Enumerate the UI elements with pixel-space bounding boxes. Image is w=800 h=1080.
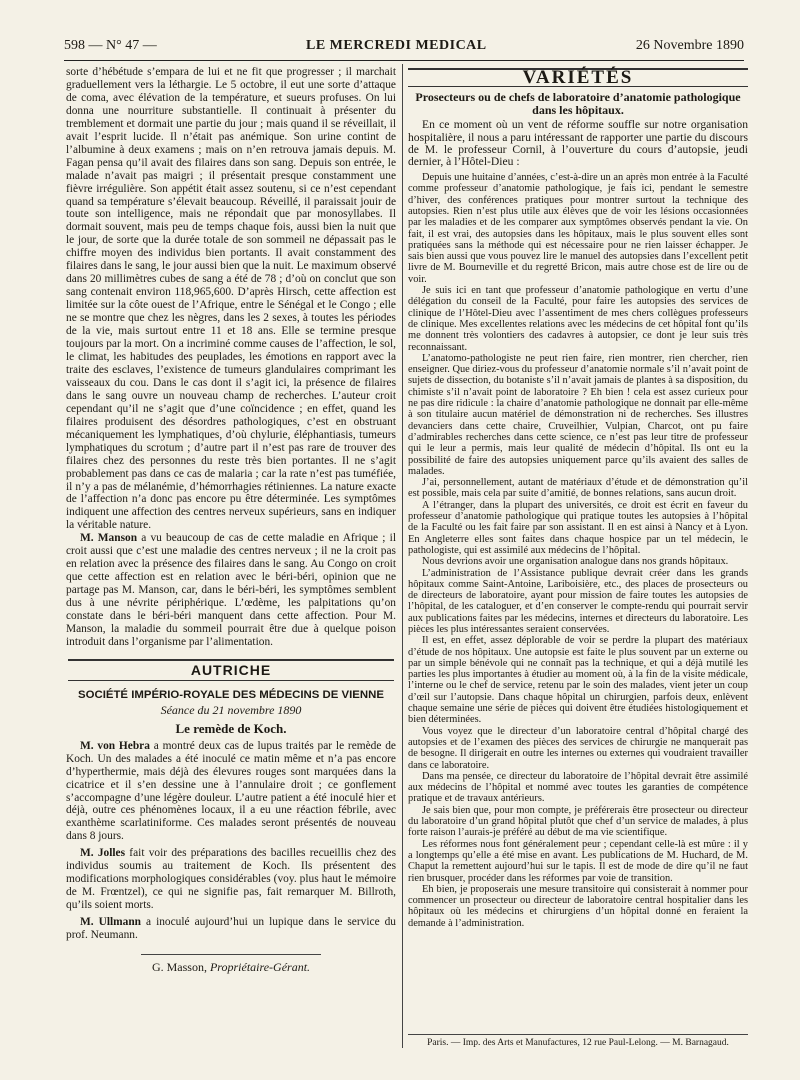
article-paragraph: Il est, en effet, assez déplorable de voir se perdre la plupart des matériaux d’étude de nos hôpitaux. Une autopsie est faite le plus souvent par un externe ou par un simple bénévole qui ne connaît pas la technique, et qui a déjà mutilé les parties les plus importantes à étudier au moment où, à la fin de la visite médicale, l’interne ou le chef de service, retenu par le soin des malades, vient jeter un coup d’œil sur l’autopsie. Dans chaque hôpital un chirurgien, parfois deux, enlèvent chaque semaine une série de pièces qui doivent être étudiées histologiquement et bien déterminées. — [408, 635, 748, 726]
right-column — [408, 66, 748, 1034]
article-paragraph: L’administration de l’Assistance publique devrait créer dans les grands hôpitaux comme Saint-Antoine, Lariboisière, etc., des places de prosecteurs ou de directeurs de laboratoire, ayant pour mission de faire toutes les autopsies de l’hôpital, de les cataloguer, et d’en conserver le compte-rendu qui pourrait servir aux publications faites par les médecins, internes et directeurs du laboratoire. Les pièces les plus intéressantes seraient conservées. — [408, 567, 748, 635]
column-separator — [402, 64, 403, 1048]
article-paragraph: Eh bien, je proposerais une mesure transitoire qui consisterait à nommer pour commencer un prosecteur ou directeur de laboratoire central hospitalier dans les hôpitaux où les médecins et chirurgiens d’un hôpital donné en feraient la demande à l’administration. — [408, 883, 748, 929]
society-title: SOCIÉTÉ IMPÉRIO-ROYALE DES MÉDECINS DE VIENNE — [78, 688, 384, 701]
article-paragraph: J’ai, personnellement, autant de matériaux d’étude et de démonstration qu’il est possible, mais cela par suite d’amitié, de bonnes relations, sans aucun droit. — [408, 477, 748, 500]
article-paragraph: A l’étranger, dans la plupart des universités, ce droit est écrit en faveur du professeur d’anatomie pathologique qui pratique toutes les autopsies à l’hôpital de la Faculté ou les fait faire par son assistant. Il en est ainsi à Nancy et à Lyon. En Angleterre elles sont faites dans chaque hospice par un tel médecin, le pathologiste, qui est assimilé aux médecins de l’hôpital. — [408, 499, 748, 556]
article-paragraph: Je suis ici en tant que professeur d’anatomie pathologique en vertu d’une délégation du conseil de la Faculté, pour faire les autopsies des services de clinique de l’Hôtel-Dieu avec l’assentiment de mes chers collègues professeurs de clinique. Mes excellentes relations avec les médecins de cet hôpital font qu’ils me donnent très volontiers des cadavres à autopsier, ce dont je leur suis très reconnaissant. — [408, 285, 748, 353]
subheading-koch-remedy: Le remède de Koch. — [175, 720, 287, 736]
paragraph-jolles: M. Jolles fait voir des préparations des bacilles recueillis chez des individus soumis au traitement de Koch. Ils présentent des modifications morphologiques considérables (voy. plus haut le mémoire de M. Frœntzel), ce qui ne signifie pas, fait remarquer M. Billroth, qu’ils soient morts. — [66, 847, 396, 912]
paragraph-ullmann: M. Ullmann a inoculé aujourd’hui un lupique dans le service du prof. Neumann. — [66, 916, 396, 942]
header-journal-title: LE MERCREDI MEDICAL — [306, 38, 487, 53]
left-column — [66, 66, 396, 1066]
header-page-number: 598 — N° 47 — — [64, 38, 157, 53]
imprint-rule — [408, 1034, 748, 1035]
section-heading-autriche: AUTRICHE — [68, 659, 394, 681]
publisher-signature: G. Masson, Propriétaire-Gérant. — [151, 960, 311, 974]
article-intro: En ce moment où un vent de réforme souffle sur notre organisation hospitalière, il nous a paru intéressant de rapporter une partie du discours de M. le professeur Cornil, à l’ouverture du cours d’autopsie, jeudi dernier, à l’Hôtel-Dieu : — [408, 118, 748, 168]
header-date: 26 Novembre 1890 — [635, 38, 744, 53]
signature-rule — [141, 954, 321, 955]
paragraph-von-hebra: M. von Hebra a montré deux cas de lupus traités par le remède de Koch. Un des malades a été inoculé ce matin même et n’a pas encore d’hyperthermie, mais déjà des élevures rouges sont marquées dans la cicatrice et il s’en dessine une à l’annulaire droit ; ce gonflement s’accompagne d’une légère douleur. L’autre patient a été inoculé hier et déjà, outre ces phénomènes locaux, il a eu une réaction fébrile, avec exanthème scarlatiniforme. Ces malades seront présentés de nouveau dans 8 jours. — [66, 739, 396, 843]
article-paragraph: Je sais bien que, pour mon compte, je préférerais être prosecteur ou directeur du laboratoire d’un grand hôpital plutôt que chef d’un service de malades, à plus forte raison l’aurais-je préféré au début de ma vie scientifique. — [408, 804, 748, 839]
article-paragraph: Les réformes nous font généralement peur ; cependant celle-là est mûre : il y a longtemps qu’elle a été mise en avant. Les publications de M. Huchard, de M. Chaput la remettent aujourd’hui sur le tapis. Il est de mode de dire qu’il ne faut rien brusquer, procéder dans les réformes par voie de transition. — [408, 838, 748, 884]
article-paragraph: L’anatomo-pathologiste ne peut rien faire, rien montrer, rien chercher, rien enseigner. Que diriez-vous du professeur d’anatomie normale s’il n’avait point de sujets de dissection, du botaniste s’il n’avait jamais de plantes à sa disposition, du chimiste s’il n’avait point de laboratoire ? Eh bien ! cela est assez curieux pour ne pas dire ridicule : la chaire d’anatomie pathologique ne donnait par elle-même à son titulaire aucun matériel de démonstration ni de recherches. Ses illustres devanciers dans cette chaire, Cruveilhier, Vulpian, Charcot, ont pu faire d’admirables recherches dans cette science, ce n’est pas leur titre de professeur qui le leur a permis, mais leur qualité de médecin d’hôpital. Ils ont eu la possibilité de faire des autopsies uniquement parce qu’ils avaient des salles de malades. — [408, 352, 748, 477]
paragraph-manson: M. Manson a vu beaucoup de cas de cette maladie en Afrique ; il croit aussi que c’est une maladie des centres nerveux ; il ne la croit pas en relation avec la présence des filaires dans le sang. Au Congo on croit que cette affection est en relation avec le béri-béri, opinion que ne partage pas M. Manson, car, dans le béri-béri, les symptômes semblent dus à une névrite périphérique. L’œdème, les palpitations qu’on constate dans le béri-béri manquent dans cette affection. Pour M. Manson, la maladie du sommeil pourrait être due à quelque poison introduit dans l’organisme par l’alimentation. — [66, 532, 396, 648]
printer-imprint: Paris. — Imp. des Arts et Manufactures, 12 rue Paul-Lelong. — M. Barnagaud. — [427, 1038, 729, 1048]
section-heading-varietes: VARIÉTÉS — [408, 68, 748, 87]
paragraph-sleep-case: sorte d’hébétude s’empara de lui et ne fit que progresser ; il marchait graduellement vers la léthargie. Le 5 octobre, il eut une sorte d’attaque de coma, avec élévation de la température, et sueurs profuses. On lui donna une nourriture substantielle. Il continuait à présenter du tremblement et dormait une partie du jour ; mais quand il se réveillait, il avait l’esprit lucide. Il n’était pas anémique. Son urine contint de l’albumine à deux examens ; mais on n’en retrouva jamais depuis. M. Fagan pensa qu’il avait des filaires dans son sang. Depuis son entrée, le malade n’avait pas maigri ; il présentait presque constamment une fièvre irrégulière. Son appétit était assez soutenu, si ce n’est cependant quand sa température s’élevait beaucoup. Réveillé, il paraissait jouir de toute son intelligence, mais ne répondait que par monosyllabes. Il dormait souvent, mais peu de temps chaque fois, aussi bien la nuit que le jour, de sorte que la durée totale de son sommeil ne dépassait pas le chiffre moyen des individus bien portants. Il avait constamment des filaires dans le sang, le jour aussi bien que la nuit. Le maximum observé dans 20 millimètres cubes de sang a été de 78 ; d’où on conclut que son sang contenait environ 118,965,600. D’après Hirsch, cette affection est limitée sur la côte ouest de l’Afrique, entre le Sénégal et le Congo ; elle ne se montre que chez les nègres, dans les 2 sexes, à toutes les périodes de la vie, mais surtout entre 11 et 18 ans. Elle se termine presque toujours par la mort. On a incriminé comme causes de l’affection, le sol, le climat, les habitudes des peuplades, les émotions en rapport avec la traite des esclaves, l’existence de tumeurs glandulaires comprimant les vaisseaux du cou. Dans le cas dont il s’agit ici, la présence de filaires dans le sang ouvre un nouveau champ de recherches. L’auteur croit cependant qu’il ne s’agit que d’une coïncidence ; en effet, quand les filaires produisent des désordres pathologiques, c’est en obstruant mécaniquement les lymphatiques, d’où chylurie, éléphantiasis, tumeurs lymphatiques du scrotum ; d’autre part il n’est pas rare de trouver des filaires chez des personnes du reste très bien portantes. Il ne s’agit probablement pas dans ce cas de malaria ; car la rate n’est pas tuméfiée, il n’y a pas de mélanémie, d’hémorrhagies rétiniennes. La nature exacte de l’affection n’a donc pas encore pu être déterminée. Les symptômes indiquent une affection des centres nerveux supérieurs, sans en indiquer la véritable nature. — [66, 66, 396, 532]
header-rule — [64, 60, 744, 61]
article-paragraph: Dans ma pensée, ce directeur du laboratoire de l’hôpital devrait être assimilé aux médecins de l’hôpital et nommé avec toutes les garanties de compétence pratique et de travaux antérieurs. — [408, 770, 748, 805]
article-paragraph: Vous voyez que le directeur d’un laboratoire central d’hôpital chargé des autopsies et de l’examen des pièces des services de chirurgie ne manquerait pas de besogne. Il dirigerait en outre les internes ou externes qui voudraient travailler dans ce laboratoire. — [408, 725, 748, 771]
article-body — [408, 172, 748, 929]
article-paragraph: Nous devrions avoir une organisation analogue dans nos grands hôpitaux. — [422, 556, 729, 568]
article-paragraph: Depuis une huitaine d’années, c’est-à-dire un an après mon entrée à la Faculté comme professeur d’anatomie pathologique, je fais ici, pendant le semestre d’hiver, des conférences pratiques pour montrer surtout la technique des autopsies. Rien n’est plus utile aux élèves que de voir les lésions occasionnées par les maladies et de les comparer aux symptômes observés pendant la vie. On fait, il est vrai, des autopsies dans les hôpitaux, mais le plus souvent elles sont pratiquées sans la méthode qui est nécessaire pour ne rien laisser échapper. Je sais bien aussi que vous pouvez lire le manuel des autopsies dans l’excellent petit livre de M. Bourneville et du regretté Bricon, mais autre chose est de lire ou de voir. — [408, 172, 748, 285]
session-date: Séance du 21 novembre 1890 — [160, 702, 302, 717]
running-header — [64, 38, 744, 58]
article-title: Prosecteurs ou de chefs de laboratoire d’anatomie pathologique dans les hôpitaux. — [415, 90, 741, 117]
